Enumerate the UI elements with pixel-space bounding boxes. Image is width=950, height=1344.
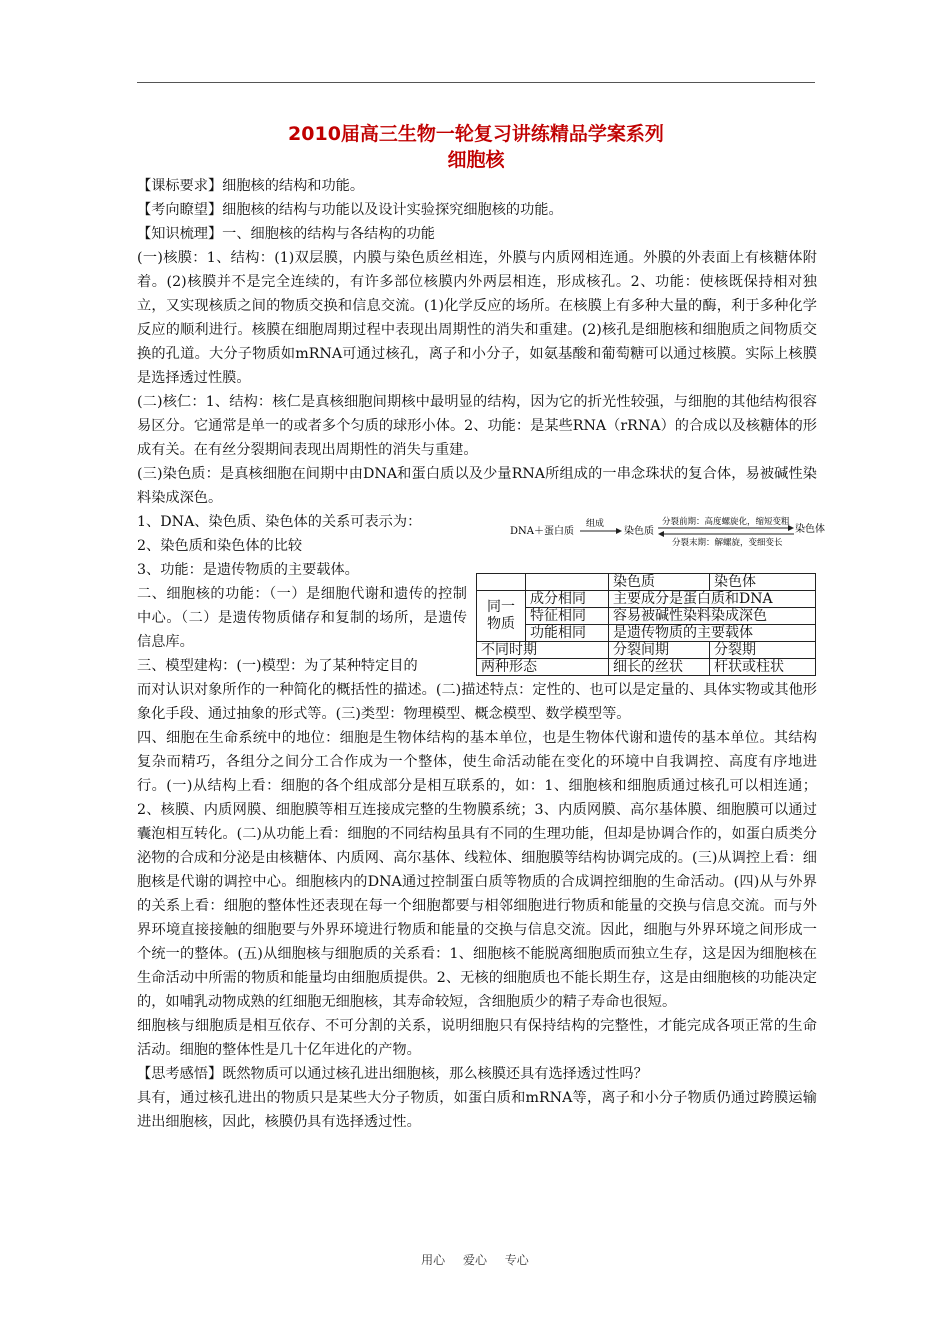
table-cell [526,574,609,591]
paragraph: (二)核仁：1、结构：核仁是真核细胞间期核中最明显的结构，因为它的折光性较强，与细胞的其他结构很容易区分。它通常是单一的或者多个匀质的球形小体。2、功能：是某些RNA（rRNA）的合成以及核糖体的形成有关。在有丝分裂期间表现出周期性的消失与重建。 [137,394,817,458]
paragraph: (一)核膜：1、结构：(1)双层膜，内膜与染色质丝相连，外膜与内质网相连通。外膜的外表面上有核糖体附着。(2)核膜并不是完全连续的，有许多部位核膜内外两层相连，形成核孔。2、功能：使核既保持相对独立，又实现核质之间的物质交换和信息交流。(1)化学反应的场所。在核膜上有多种大量的酶，利于多种化学反应的顺利进行。核膜在细胞周期过程中表现出周期性的消失和重建。(2)核孔是细胞核和细胞质之间物质交换的孔道。大分子物质如mRNA可通过核孔，离子和小分子，如氨基酸和葡萄糖可以通过核膜。实际上核膜是选择透过性膜。 [137,250,817,386]
paragraph: 而对认识对象所作的一种简化的概括性的描述。(二)描述特点：定性的、也可以是定量的、具体实物或其他形象化手段、通过抽象的形式等。(三)类型：物理模型、概念模型、数学模型等。 [137,682,817,722]
table-cell: 不同时期 [477,642,609,659]
table-row [477,625,816,642]
table-cell: 分裂期 [710,642,816,659]
table-cell [477,574,526,591]
table-cell: 功能相同 [526,625,609,642]
table-cell: 主要成分是蛋白质和DNA [609,591,816,608]
paragraph: 【知识梳理】一、细胞核的结构与各结构的功能 [137,226,435,242]
table-row [477,608,816,625]
diagram-middle: 染色质 [624,526,654,537]
paragraph: 【考向瞭望】细胞核的结构与功能以及设计实验探究细胞核的功能。 [137,202,563,218]
paragraph: 3、功能：是遗传物质的主要载体。 [137,562,359,578]
table-cell: 是遗传物质的主要载体 [609,625,816,642]
table-cell: 细长的丝状 [609,659,710,676]
diagram-upper-label: 分裂前期：高度螺旋化，缩短变粗 [662,517,790,527]
header-rule [137,82,815,83]
paragraph: 四、细胞在生命系统中的地位：细胞是生物体结构的基本单位，也是生物体代谢和遗传的基本单位。其结构复杂而精巧，各组分之间分工合作成为一个整体，使生命活动能在变化的环境中自我调控、高度有序地进行。(一)从结构上看：细胞的各个组成部分是相互联系的，如：1、细胞核和细胞质通过核孔可以相连通；2、核膜、内质网膜、细胞膜等相互连接成完整的生物膜系统；3、内质网膜、高尔基体膜、细胞膜可以通过囊泡相互转化。(二)从功能上看：细胞的不同结构虽具有不同的生理功能，但却是协调合作的，如蛋白质类分泌物的合成和分泌是由核糖体、内质网、高尔基体、线粒体、细胞膜等结构协调完成的。(三)从调控上看：细胞核是代谢的调控中心。细胞核内的DNA通过控制蛋白质等物质的合成调控细胞的生命活动。(四)从与外界的关系上看：细胞的整体性还表现在每一个细胞都要与相邻细胞进行物质和能量的交换与信息交流。而与外界环境直接接触的细胞要与外界环境进行物质和能量的交换与信息交流。因此，细胞与外界环境之间形成一个统一的整体。(五)从细胞核与细胞质的关系看：1、细胞核不能脱离细胞质而独立生存，这是因为细胞核在生命活动中所需的物质和能量均由细胞质提供。2、无核的细胞质也不能长期生存，这是由细胞核的功能决定的，如哺乳动物成熟的红细胞无细胞核，其寿命较短，含细胞质少的精子寿命也很短。 [137,730,817,1010]
table-header-row [477,574,816,591]
table-cell: 杆状或柱状 [710,659,816,676]
table-cell: 成分相同 [526,591,609,608]
dna-chromatin-diagram [476,512,825,552]
table-cell: 染色体 [710,574,816,591]
paragraph: 1、DNA、染色质、染色体的关系可表示为： [137,514,422,530]
diagram-start: DNA＋蛋白质 [510,526,574,537]
group-label-cell: 同一物质 [477,591,526,642]
table-cell: 染色质 [609,574,710,591]
paragraph: 【思考感悟】既然物质可以通过核孔进出细胞核，那么核膜还具有选择透过性吗？ [137,1066,648,1082]
table-cell: 容易被碱性染料染成深色 [609,608,816,625]
page-footer: 用心 爱心 专心 [421,1253,529,1267]
comparison-table [476,573,816,676]
narrow-column [137,510,467,678]
paragraph: 细胞核与细胞质是相互依存、不可分割的关系，说明细胞只有保持结构的完整性，才能完成各项正常的生命活动。细胞的整体性是几十亿年进化的产物。 [137,1018,817,1058]
table-cell: 分裂间期 [609,642,710,659]
paragraph: 三、模型建构：(一)模型：为了某种特定目的 [137,658,418,674]
paragraph: 【课标要求】细胞核的结构和功能。 [137,178,365,194]
table-row [477,642,816,659]
document-subtitle: 细胞核 [447,149,505,171]
table-row [477,591,816,608]
table-row [477,659,816,676]
paragraph: 二、细胞核的功能：（一）是细胞代谢和遗传的控制中心。（二）是遗传物质储存和复制的场所，是遗传信息库。 [137,586,467,650]
paragraph: 具有，通过核孔进出的物质只是某些大分子物质，如蛋白质和mRNA等，离子和小分子物质仍通过跨膜运输进出细胞核，因此，核膜仍具有选择透过性。 [137,1090,817,1130]
table-cell: 两种形态 [477,659,609,676]
table-cell: 特征相同 [526,608,609,625]
paragraph: (三)染色质：是真核细胞在间期中由DNA和蛋白质以及少量RNA所组成的一串念珠状的复合体，易被碱性染料染成深色。 [137,466,817,506]
diagram-lower-label: 分裂末期：解螺旋，变细变长 [672,538,783,548]
diagram-end: 染色体 [795,524,825,535]
diagram-arrow1-label: 组成 [586,519,605,529]
paragraph: 2、染色质和染色体的比较 [137,538,303,554]
diagram-arrows [476,512,825,552]
figure-area [476,512,825,682]
document-title: 2010届高三生物一轮复习讲练精品学案系列 [288,123,664,145]
